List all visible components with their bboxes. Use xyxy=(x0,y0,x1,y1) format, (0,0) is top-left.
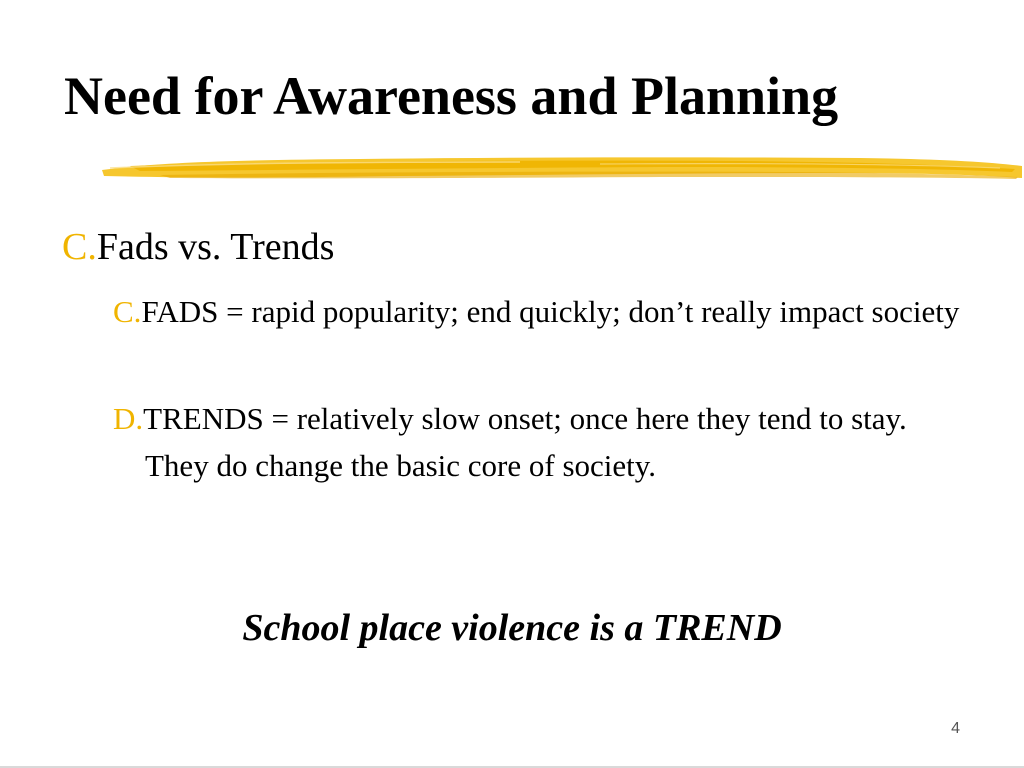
sub-bullet-fads xyxy=(113,289,975,335)
bullet-text: TRENDS = relatively slow onset; once here they tend to stay. They do change the basic core of society. xyxy=(143,401,907,483)
bullet-marker: C. xyxy=(62,226,97,268)
bullet-marker: D. xyxy=(113,401,144,436)
bullet-fads-vs-trends xyxy=(62,224,334,270)
title-underline-brushstroke xyxy=(100,148,1024,190)
bullet-text: FADS = rapid popularity; end quickly; don’t really impact society xyxy=(141,294,960,329)
bullet-marker: C. xyxy=(113,294,142,329)
callout-statement: School place violence is a TREND xyxy=(242,607,782,649)
sub-bullet-trends xyxy=(113,395,975,489)
page-number: 4 xyxy=(951,720,960,737)
slide-title: Need for Awareness and Planning xyxy=(64,66,839,126)
bullet-text: Fads vs. Trends xyxy=(96,226,335,268)
